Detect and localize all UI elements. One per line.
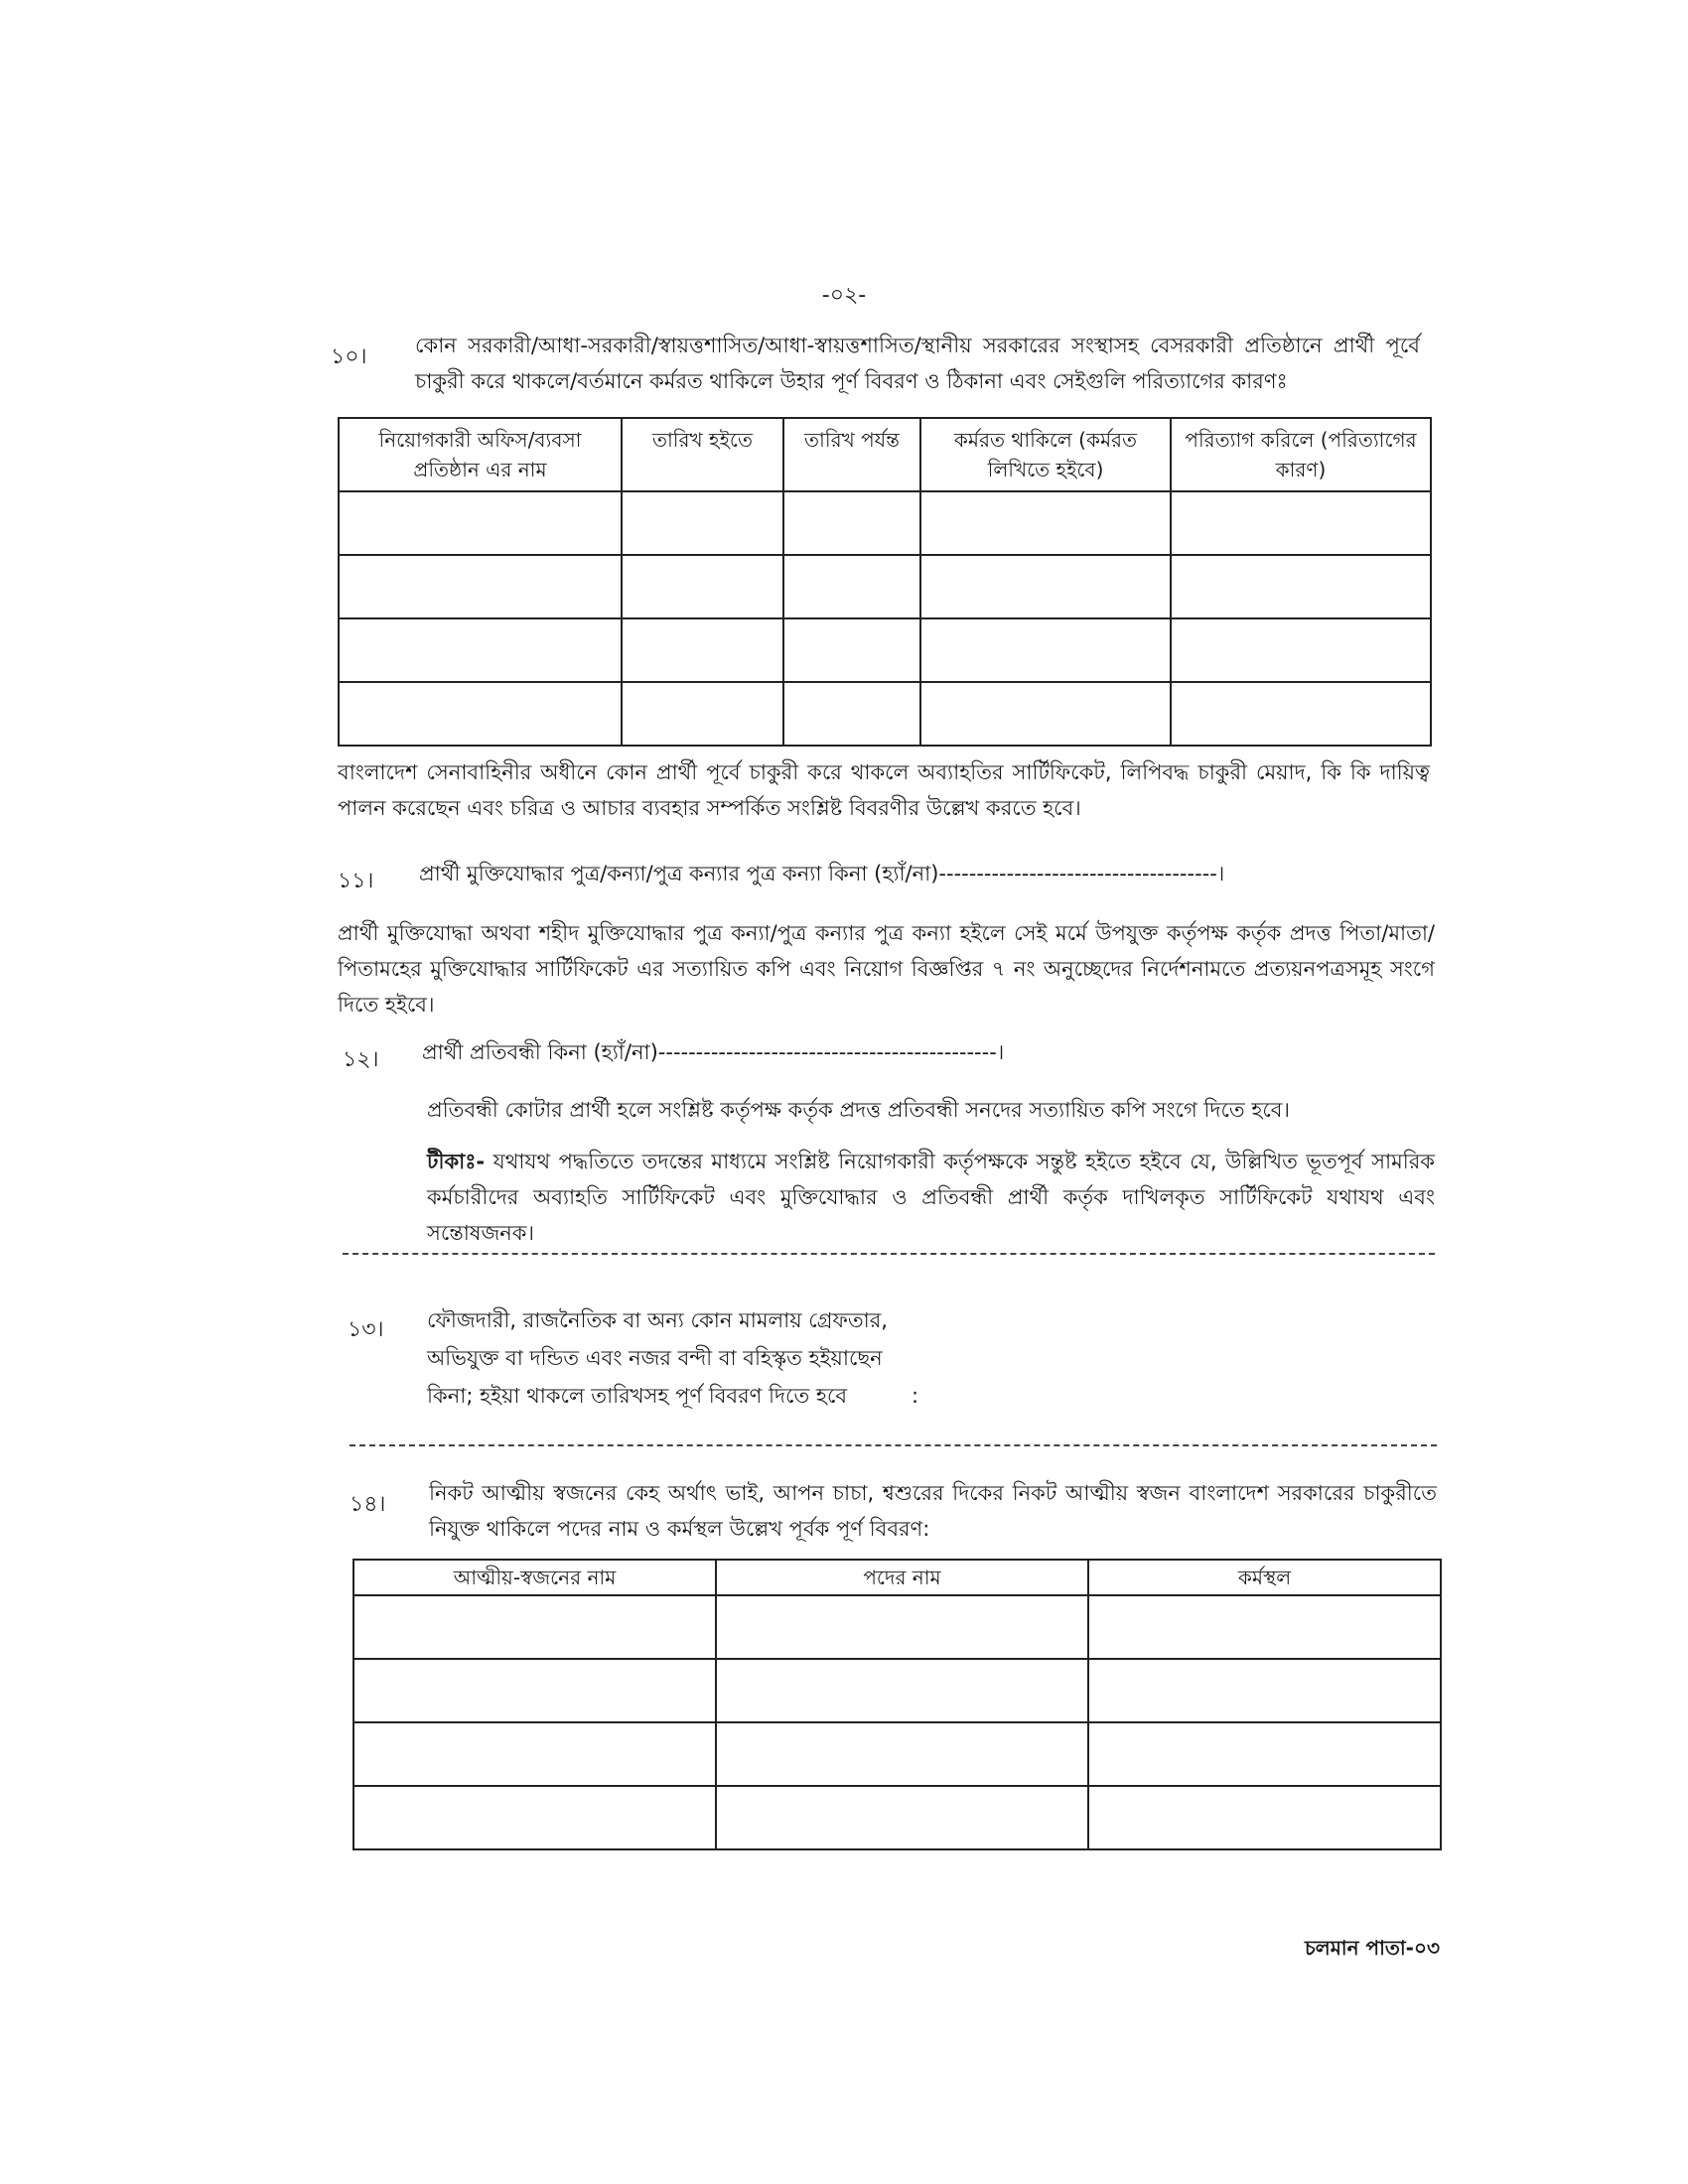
table-cell[interactable]: [783, 555, 920, 618]
q11-number: ১১।: [338, 869, 374, 893]
remark-text: যথাযথ পদ্ধতিতে তদন্তের মাধ্যমে সংশ্লিষ্ট নিয়োগকারী কর্তৃপক্ষকে সন্তুষ্ট হইতে হইবে যে, উল্লিখিত ভূতপূর্ব সামরিক কর্মচারীদের অব্যাহতি সার্টিফিকেট এবং মুক্তিযোদ্ধার ও প্রতিবন্ধী প্রার্থী কর্তৃক দাখিলকৃত সার্টিফিকেট যথাযথ এবং সন্তোষজনক।: [427, 1150, 1435, 1245]
table-cell[interactable]: [920, 555, 1171, 618]
dashed-divider: [343, 1253, 1435, 1255]
header-date-to: তারিখ পর্যন্ত: [783, 418, 920, 491]
table-cell[interactable]: [1171, 682, 1431, 746]
remark: [427, 1144, 1435, 1251]
q10-number: ১০।: [331, 344, 367, 369]
header-reason-leaving: পরিত্যাগ করিলে (পরিত্যাগের কারণ): [1171, 418, 1431, 491]
table-cell[interactable]: [622, 682, 783, 746]
table-cell[interactable]: [353, 1659, 716, 1722]
table-cell[interactable]: [339, 618, 622, 682]
header-relative-name: আত্মীয়-স্বজনের নাম: [353, 1560, 716, 1595]
header-date-from: তারিখ হইতে: [622, 418, 783, 491]
table-cell[interactable]: [716, 1659, 1088, 1722]
table-cell[interactable]: [622, 618, 783, 682]
header-workplace: কর্মস্থল: [1088, 1560, 1441, 1595]
table-row: [339, 555, 1431, 618]
table-row: [339, 618, 1431, 682]
table-cell[interactable]: [783, 491, 920, 555]
table-cell[interactable]: [783, 618, 920, 682]
table-cell[interactable]: [353, 1786, 716, 1849]
q13-line-2: অভিযুক্ত বা দন্ডিত এবং নজর বন্দী বা বহিস্কৃত হইয়াছেন: [427, 1346, 883, 1370]
table-cell[interactable]: [716, 1595, 1088, 1659]
table-cell[interactable]: [920, 682, 1171, 746]
q13-colon: :: [912, 1384, 919, 1408]
remark-label: টীকাঃ-: [427, 1150, 486, 1173]
q14-text: নিকট আত্মীয় স্বজনের কেহ অর্থাৎ ভাই, আপন চাচা, শ্বশুরের দিকের নিকট আত্মীয় স্বজন বাংলাদেশ সরকারের চাকুরীতে নিযুক্ত থাকিলে পদের নাম ও কর্মস্থল উল্লেখ পূর্বক পূর্ণ বিবরণ:: [429, 1481, 1437, 1541]
table-header-row: [339, 418, 1431, 491]
table-cell[interactable]: [920, 491, 1171, 555]
table-cell[interactable]: [1088, 1722, 1441, 1786]
table-cell[interactable]: [716, 1722, 1088, 1786]
table-row: [339, 491, 1431, 555]
q13-line-3: কিনা; হইয়া থাকলে তারিখসহ পূর্ণ বিবরণ দিতে হবে: [427, 1384, 848, 1408]
q10-text: কোন সরকারী/আধা-সরকারী/স্বায়ত্তশাসিত/আধা-স্বায়ত্তশাসিত/স্থানীয় সরকারের সংস্থাসহ বেসরকারী প্রতিষ্ঠানে প্রার্থী পূর্বে চাকুরী করে থাকলে/বর্তমানে কর্মরত থাকিলে উহার পূর্ণ বিবরণ ও ঠিকানা এবং সেইগুলি পরিত্যাগের কারণঃ: [415, 334, 1420, 393]
employment-table: [338, 417, 1432, 747]
header-currently-employed: কর্মরত থাকিলে (কর্মরত লিখিতে হইবে): [920, 418, 1171, 491]
q12-text: প্রার্থী প্রতিবন্ধী কিনা (হ্যাঁ/না)---------------------------------------------।: [422, 1040, 1005, 1064]
table-row: [353, 1786, 1441, 1849]
dashed-divider: [350, 1444, 1437, 1446]
table-row: [353, 1659, 1441, 1722]
table-cell[interactable]: [353, 1722, 716, 1786]
header-employer: নিয়োগকারী অফিস/ব্যবসা প্রতিষ্ঠান এর নাম: [339, 418, 622, 491]
q13-line-1: ফৌজদারী, রাজনৈতিক বা অন্য কোন মামলায় গ্রেফতার,: [427, 1308, 888, 1332]
table-cell[interactable]: [920, 618, 1171, 682]
q14-number: ১৪।: [350, 1492, 386, 1517]
continued-page-label: চলমান পাতা-০৩: [1305, 1936, 1440, 1960]
q13-number: ১৩।: [348, 1317, 384, 1342]
table-cell[interactable]: [339, 682, 622, 746]
table-header-row: [353, 1560, 1441, 1595]
table-cell[interactable]: [1171, 618, 1431, 682]
table-cell[interactable]: [1171, 491, 1431, 555]
q11-text: প্রার্থী মুক্তিযোদ্ধার পুত্র/কন্যা/পুত্র কন্যার পুত্র কন্যা কিনা (হ্যাঁ/না)-------------------------------------।: [419, 862, 1225, 886]
table-cell[interactable]: [339, 555, 622, 618]
table-cell[interactable]: [622, 555, 783, 618]
table-row: [339, 682, 1431, 746]
table-cell[interactable]: [783, 682, 920, 746]
table-row: [353, 1722, 1441, 1786]
table-row: [353, 1595, 1441, 1659]
table-cell[interactable]: [1171, 555, 1431, 618]
table-cell[interactable]: [1088, 1659, 1441, 1722]
table-cell[interactable]: [716, 1786, 1088, 1849]
relatives-table: [352, 1559, 1442, 1850]
disability-note: প্রতিবন্ধী কোটার প্রার্থী হলে সংশ্লিষ্ট কর্তৃপক্ষ কর্তৃক প্রদত্ত প্রতিবন্ধী সনদের সত্যায়িত কপি সংগে দিতে হবে।: [427, 1098, 1291, 1122]
table-cell[interactable]: [622, 491, 783, 555]
table-cell[interactable]: [339, 491, 622, 555]
page-number: -০২-: [821, 283, 867, 308]
q12-number: ১২।: [343, 1047, 379, 1072]
table-cell[interactable]: [353, 1595, 716, 1659]
army-note: বাংলাদেশ সেনাবাহিনীর অধীনে কোন প্রার্থী পূর্বে চাকুরী করে থাকলে অব্যাহতির সার্টিফিকেট, লিপিবদ্ধ চাকুরী মেয়াদ, কি কি দায়িত্ব পালন করেছেন এবং চরিত্র ও আচার ব্যবহার সম্পর্কিত সংশ্লিষ্ট বিবরণীর উল্লেখ করতে হবে।: [338, 760, 1430, 820]
table-cell[interactable]: [1088, 1786, 1441, 1849]
header-post-name: পদের নাম: [716, 1560, 1088, 1595]
table-cell[interactable]: [1088, 1595, 1441, 1659]
freedom-fighter-note: প্রার্থী মুক্তিযোদ্ধা অথবা শহীদ মুক্তিযোদ্ধার পুত্র কন্যা/পুত্র কন্যার পুত্র কন্যা হইলে সেই মর্মে উপযুক্ত কর্তৃপক্ষ কর্তৃক প্রদত্ত পিতা/মাতা/ পিতামহের মুক্তিযোদ্ধার সার্টিফিকেট এর সত্যায়িত কপি এবং নিয়োগ বিজ্ঞপ্তির ৭ নং অনুচ্ছেদের নির্দেশনামতে প্রত্যয়নপত্রসমূহ সংগে দিতে হইবে।: [338, 921, 1435, 1017]
